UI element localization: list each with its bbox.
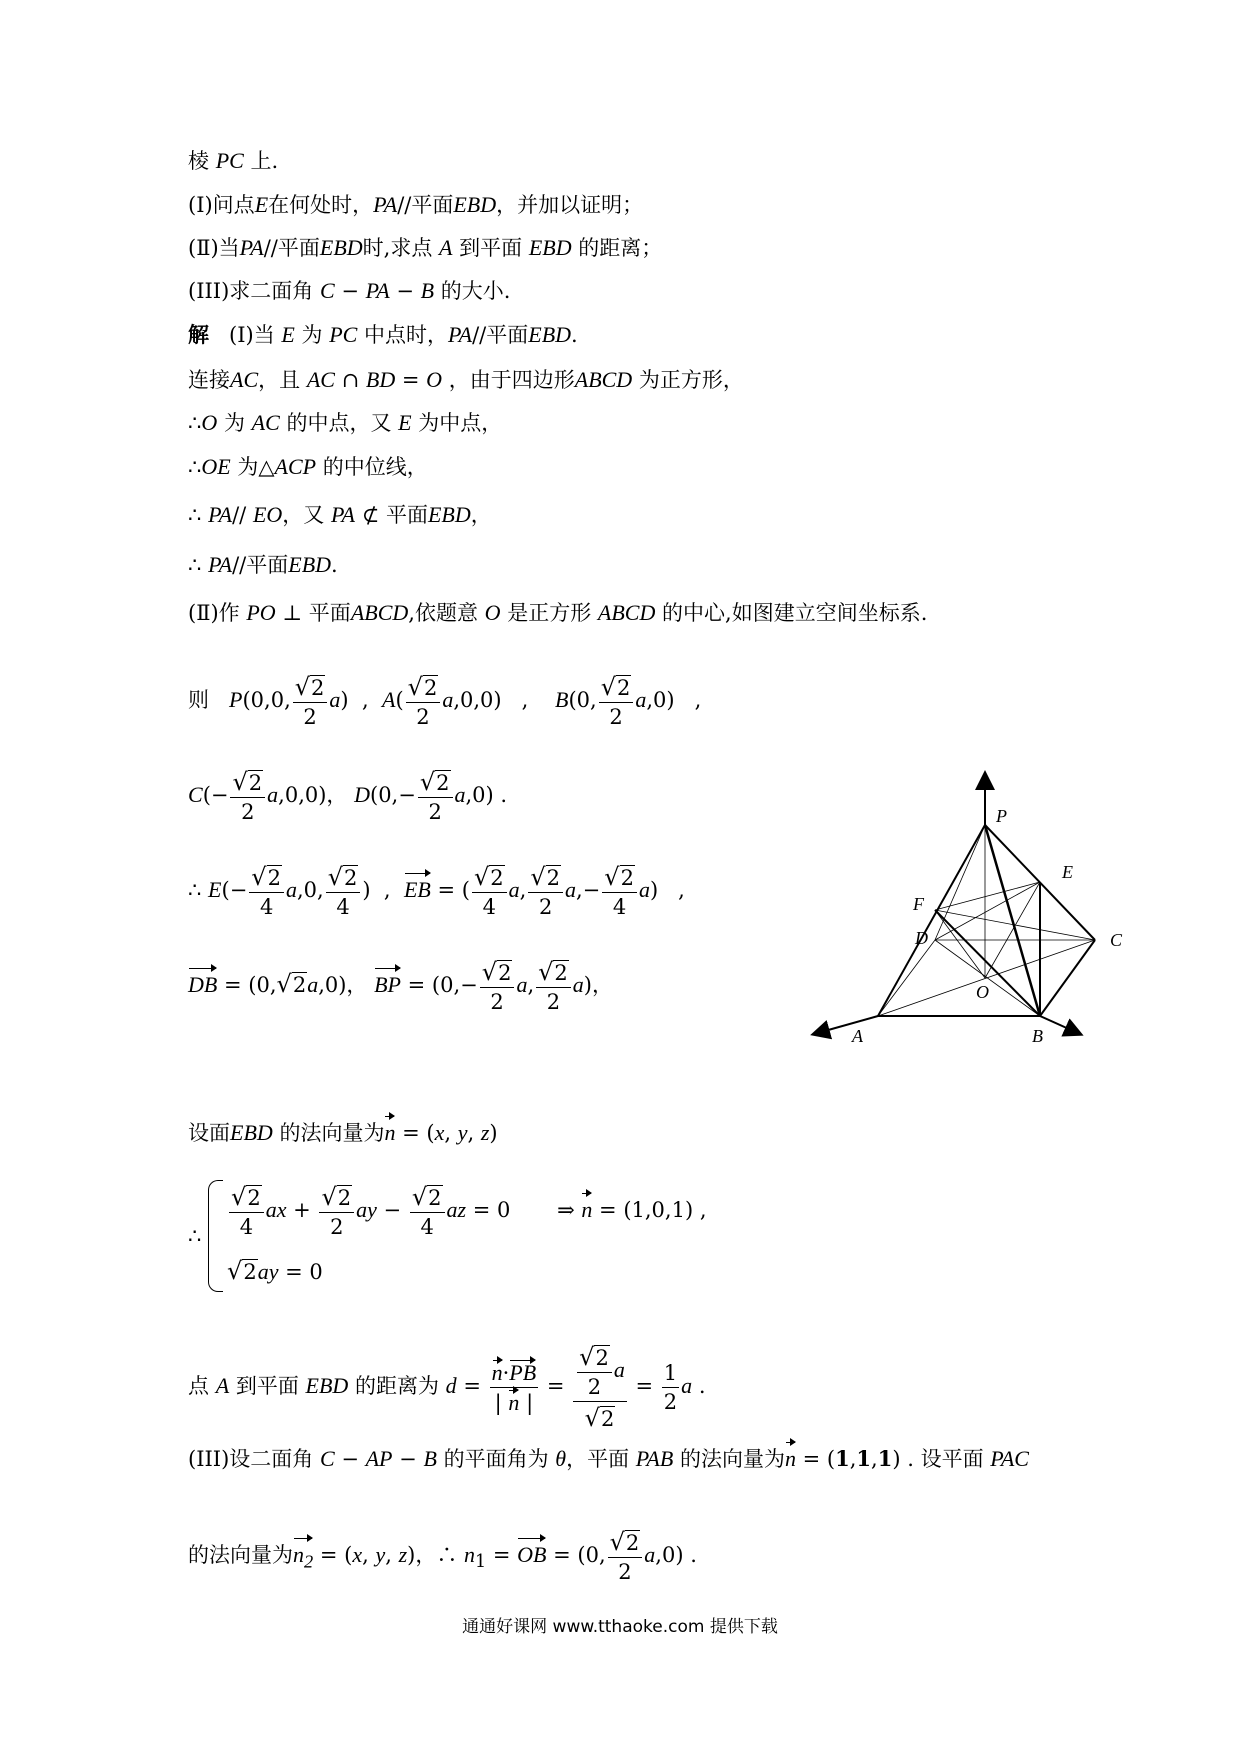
text-line-1: 棱 PC 上. — [188, 148, 279, 173]
part-2-line: (Ⅱ)作 PO ⊥ 平面ABCD,依题意 O 是正方形 ABCD 的中心,如图建立空间坐标系. — [188, 600, 928, 625]
label-F: F — [913, 894, 924, 914]
label-E: E — [1062, 862, 1073, 882]
y-axis — [1040, 1016, 1080, 1034]
label-P: P — [996, 806, 1007, 826]
coords-line-1: 则 P(0,0, $\frac{√2}{2}$ a) , A( $\frac{√2}{2}$ a,0,0) , B(0, $\frac{√2}{2}$ a,0) , — [188, 673, 702, 729]
distance-line: 点 A 到平面 EBD 的距离为 d = $\frac{n\cdot PB}{| n |}$ = $\frac{√2}{2}$ a √2 = $\frac{1}{2}$ a . — [188, 1343, 706, 1432]
label-O: O — [976, 982, 989, 1002]
normal-vector-line: 设面EBD 的法向量为n = (x, y, z) — [188, 1118, 498, 1148]
x-axis — [814, 1016, 878, 1034]
question-2: (Ⅱ)当PA//平面EBD时,求点 A 到平面 EBD 的距离； — [188, 235, 663, 260]
coords-line-3: ∴ E(− $\frac{√2}{4}$ a,0, $\frac{√2}{4}$ ) , EB = ( $\frac{√2}{4}$ a, $\frac{√2}{2}$ a,− $\frac{√2}{4}$ a) , — [188, 863, 685, 919]
equation-system: ∴ $\frac{√2}{4}$ ax + $\frac{√2}{2}$ ay − $\frac{√2}{4}$ az = 0 ⇒ n = (1,0,1) , √2ay = 0 — [188, 1180, 707, 1292]
pyramid-figure — [800, 770, 1160, 1050]
label-C: C — [1110, 930, 1123, 950]
question-3: (III)求二面角 C − PA − B 的大小. — [188, 278, 511, 303]
part-3-line-1: (III)设二面角 C − AP − B 的平面角为 θ，平面 PAB 的法向量为n = (1,1,1) . 设平面 PAC — [188, 1444, 1029, 1474]
solution-line-4: ∴OE 为△ACP 的中位线， — [188, 454, 428, 479]
solution-line-2: 连接AC，且 AC ∩ BD = O ，由于四边形ABCD 为正方形， — [188, 367, 744, 392]
part-3-line-2: 的法向量为$n_2 = (x$, y, z)，∴ $n_1$ = OB = (0, $\frac{√2}{2}$ a,0) . — [188, 1528, 697, 1584]
page-footer: 通通好课网 www.tthaoke.com 提供下载 — [462, 1617, 778, 1637]
label-B: B — [1032, 1026, 1043, 1046]
solution-line-3: ∴O 为 AC 的中点，又 E 为中点， — [188, 410, 503, 435]
solution-line-1: 解 (Ⅰ)当 E 为 PC 中点时，PA//平面EBD. — [188, 322, 578, 347]
coords-line-4: DB = (0,√2a,0)， BP = (0,− $\frac{√2}{2}$ a, $\frac{√2}{2}$ a)， — [188, 958, 613, 1014]
solution-line-5: ∴ PA// EO，又 PA ⊄ 平面EBD， — [188, 502, 492, 527]
label-A: A — [852, 1026, 863, 1046]
label-D: D — [915, 928, 928, 948]
solution-line-6: ∴ PA//平面EBD. — [188, 552, 338, 577]
question-1: (Ⅰ)问点E在何处时，PA//平面EBD，并加以证明； — [188, 192, 644, 217]
coords-line-2: C(− $\frac{√2}{2}$ a,0,0)， D(0,− $\frac{√2}{2}$ a,0) . — [188, 768, 508, 824]
